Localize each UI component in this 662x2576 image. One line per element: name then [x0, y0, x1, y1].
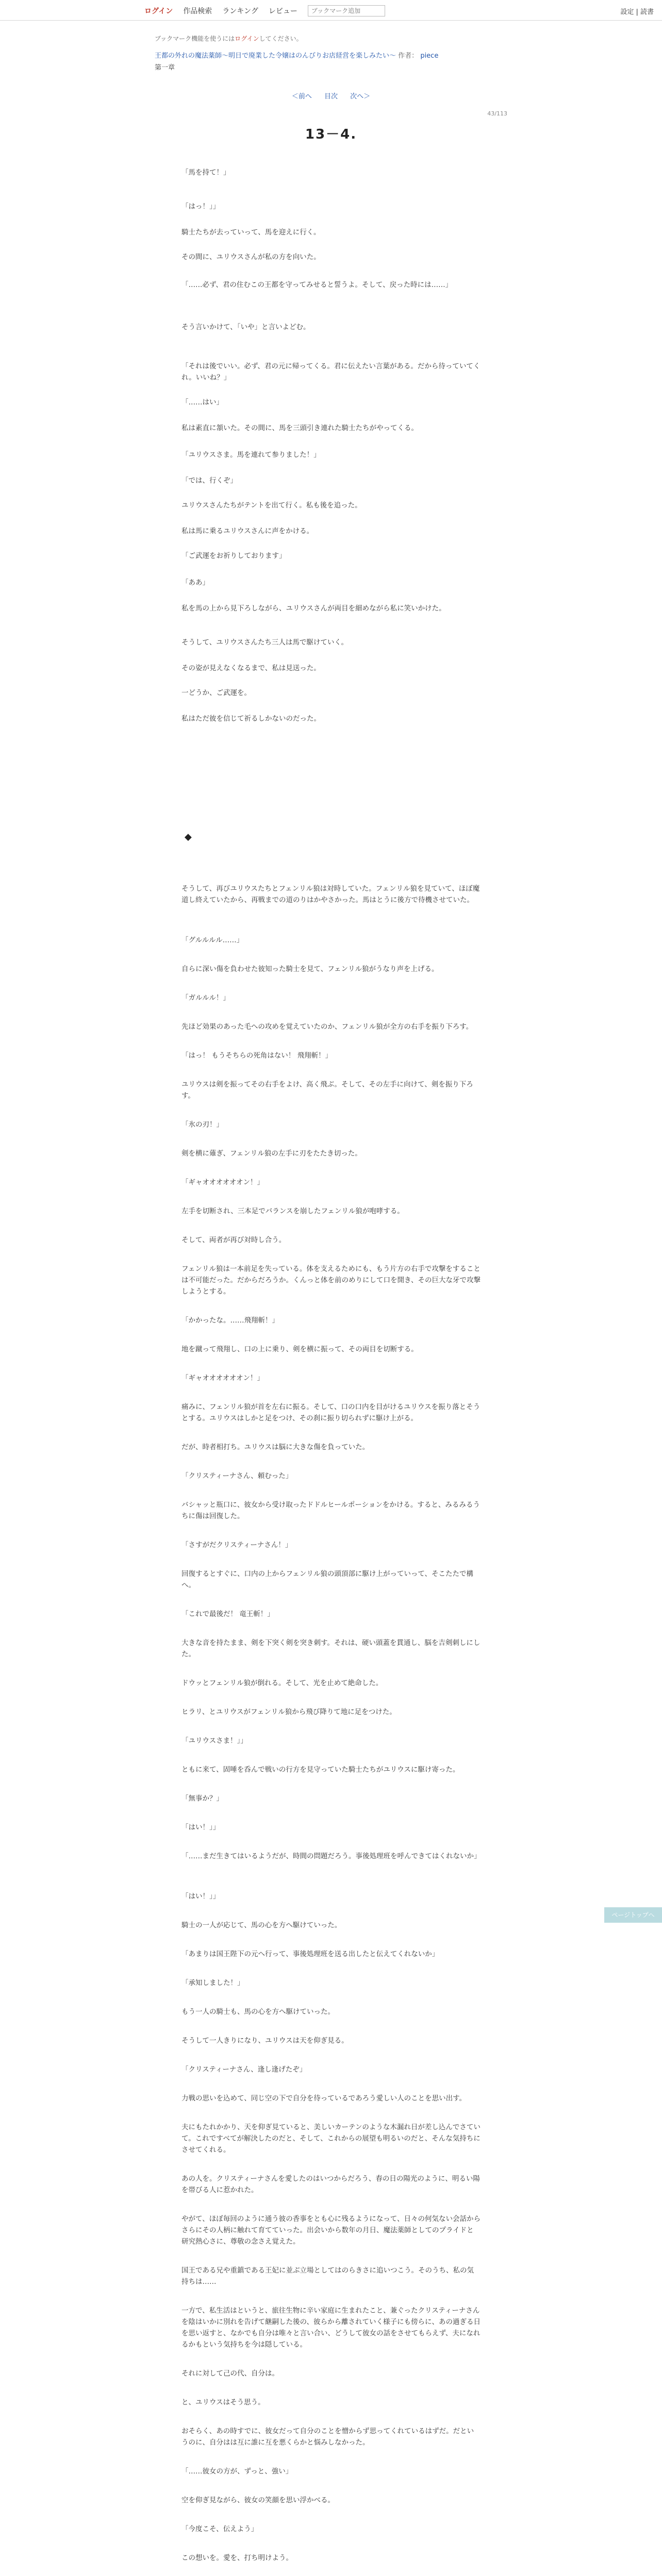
- paragraph: ユリウスは剣を振ってその右手をよけ、高く飛ぶ。そして、その左手に向けて、剣を振り下ろす。: [181, 1080, 473, 1100]
- notice-suffix: してください。: [259, 35, 303, 42]
- paragraph: バシャッと瓶口に、彼女から受け取ったドドルヒールポーションをかける。すると、みるみるうちに傷は回復した。: [181, 1501, 480, 1520]
- author-link[interactable]: piece: [420, 52, 439, 60]
- paragraph: 国王である兄や重鎮である王妃に並ぶ立場としてはのらきさに追いつこう。そのうち、私の気持ちは……: [181, 2266, 474, 2286]
- paragraph: 左手を切断され、三本足でバランスを崩したフェンリル狼が咆哮する。: [181, 1207, 404, 1215]
- paragraph: 騎士の一人が応じて、馬の心を方へ駆けていった。: [181, 1921, 342, 1929]
- ranking-link[interactable]: ランキング: [222, 7, 258, 15]
- bookmark-notice: [155, 34, 507, 43]
- paragraph: ユリウスさんたちがテントを出て行く。私も後を追った。: [181, 501, 362, 510]
- paragraph: 力戦の思いを込めて、同じ空の下で自分を待っているであろう愛しい人のことを思い出す。: [181, 2094, 467, 2103]
- next-link[interactable]: 次へ＞: [350, 93, 371, 100]
- paragraph: そして、両者が再び対時し合う。: [181, 1236, 286, 1244]
- nav-left: [144, 5, 385, 16]
- author-label: 作者：: [398, 52, 419, 60]
- paragraph: 痛みに、フェンリル狼が首を左右に振る。そして、口の口内を目がけるユリウスを振り落とそうとする。ユリウスはしかと足をつけ、その刹に振り切られずに駆け上がる。: [181, 1403, 481, 1422]
- paragraph: 「ご武運をお祈りしております」: [181, 552, 286, 560]
- paragraph: 「はっ！ もうそちらの死角はない！ 飛翔斬！」: [181, 1052, 333, 1060]
- paragraph: 「はっ！」」: [181, 202, 220, 211]
- paragraph: ともに来て、固唾を呑んで戦いの行方を見守っていた騎士たちがユリウスに駆け寄った。: [181, 1766, 460, 1774]
- paragraph: 夫にもたれかかり、天を仰ぎ見ていると、美しいカーテンのような木漏れ日が差し込んでさていて。これですべてが解決したのだと、そして、これからの展望も明るいのだと、そんな気持ちにさせてくれる。: [181, 2123, 481, 2154]
- notice-login-link[interactable]: ログイン: [235, 35, 259, 42]
- paragraph: 「あまりは国王陛下の元へ行って、事後処理班を送る出したと伝えてくれないか」: [181, 1950, 439, 1958]
- paragraph: 自らに深い傷を負わせた彼知った騎士を見て、フェンリル狼がうなり声を上げる。: [181, 965, 439, 973]
- chapter-subtitle: 第一章: [155, 64, 175, 72]
- paragraph: 「今度こそ、伝えよう」: [181, 2525, 258, 2533]
- paragraph: 「かかったな。……飛翔斬！」: [181, 1316, 279, 1325]
- index-link[interactable]: 目次: [324, 93, 338, 100]
- paragraph: 「では、行くぞ」: [181, 477, 237, 485]
- paragraph: ヒラリ、とユリウスがフェンリル狼から飛び降りて地に足をつけた。: [181, 1708, 396, 1716]
- search-input[interactable]: [308, 5, 385, 16]
- paragraph: 「これで最後だ！ 竜王斬！」: [181, 1610, 274, 1618]
- paragraph: 騎士たちが去っていって、馬を迎えに行く。: [181, 228, 321, 236]
- paragraph: その間に、ユリウスさんが私の方を向いた。: [181, 253, 321, 261]
- paragraph: 「はい！」」: [181, 1892, 220, 1901]
- work-title-link[interactable]: 王都の外れの魔法薬師〜明日で廃業した令嬢はのんびりお店経営を楽しみたい〜: [155, 52, 396, 60]
- paragraph: 「ああ」: [181, 579, 209, 587]
- paragraph: 「クリスティーナさん、頼むった」: [181, 1472, 293, 1480]
- paragraph: 一どうか、ご武運を。: [181, 689, 251, 697]
- paragraph: フェンリル狼は一本前足を失っている。体を支えるためにも、もう片方の右手で攻撃をすることは不可能だった。だからだろうか。くんっと体を前のめりにして口を開き、その巨大な牙で攻撃しようとする。: [181, 1265, 481, 1296]
- paragraph: 「……まだ生きてはいるようだが、時間の問題だろう。事後処理班を呼んできてはくれないか」: [181, 1852, 481, 1860]
- paragraph: 地を蹴って飛翔し、口の上に乗り、剣を横に振って、その両目を切断する。: [181, 1345, 418, 1353]
- paragraph: それに対して己の代、自分は。: [181, 2369, 279, 2378]
- page-number: 43/113: [487, 110, 507, 117]
- paragraph: 「無事か？」: [181, 1794, 223, 1803]
- paragraph: ドウッとフェンリル狼が倒れる。そして、光を止めて絶命した。: [181, 1679, 383, 1687]
- paragraph: 私はただ彼を信じて祈るしかないのだった。: [181, 715, 321, 723]
- paragraph: そうして、再びユリウスたちとフェンリル狼は対時していた。フェンリル狼を見ていて、ほぼ魔道し終えていたから、再戦までの道のりはかやさかった。馬はとうに後方で待機させていた。: [181, 885, 480, 904]
- paragraph: 「ギャオオオオオオン！」: [181, 1178, 264, 1187]
- paragraph: 「クリスティーナさん、逢し逢げたぞ」: [181, 2065, 307, 2074]
- paragraph: 先ほど効果のあった毛への攻めを覚えていたのか、フェンリル狼が全方の右手を振り下ろす。: [181, 1023, 473, 1031]
- paragraph: 「ギャオオオオオオン！」: [181, 1374, 264, 1382]
- paragraph: もう一人の騎士も、馬の心を方へ駆けていった。: [181, 2008, 335, 2016]
- paragraph: そうして、ユリウスさんたち三人は馬で駆けていく。: [181, 638, 349, 647]
- pager-top: [0, 91, 662, 100]
- paragraph: 「はい！」」: [181, 1823, 220, 1832]
- paragraph: 空を仰ぎ見ながら、彼女の笑顔を思い浮かべる。: [181, 2496, 335, 2504]
- paragraph: その姿が見えなくなるまで、私は見送った。: [181, 664, 321, 672]
- paragraph: 私は素直に頷いた。その間に、馬を三頭引き連れた騎士たちがやってくる。: [181, 424, 418, 432]
- settings-link[interactable]: 設定 | 読書: [620, 8, 654, 16]
- login-link[interactable]: ログイン: [144, 7, 173, 15]
- paragraph: 「ガルルル！」: [181, 994, 230, 1002]
- paragraph: おそらく、あの時すでに、彼女だって自分のことを憎からず思ってくれているはずだ。だというのに、自分はは互に誰に互を悪くらかと悩みしなかった。: [181, 2427, 474, 2447]
- paragraph: そう言いかけて、「いや」と言いよどむ。: [181, 323, 310, 331]
- paragraph: 「……必ず、君の住むこの王都を守ってみせると誓うよ。そして、戻った時には……」: [181, 281, 453, 289]
- page-top-button[interactable]: ページトップへ: [604, 1907, 662, 1923]
- paragraph: 私を馬の上から見下ろしながら、ユリウスさんが両目を細めながら私に笑いかけた。: [181, 604, 446, 613]
- paragraph: この想いを。愛を、打ち明けよう。: [181, 2554, 293, 2562]
- episode-title: 13－4.: [305, 127, 357, 142]
- paragraph: と、ユリウスはそう思う。: [181, 2398, 265, 2406]
- notice-prefix: ブックマーク機能を使うには: [155, 35, 235, 42]
- paragraph: 「ユリウスさま。馬を連れて参りました！」: [181, 451, 321, 459]
- paragraph: 「……彼女の方が、ずっと、強い」: [181, 2467, 293, 2476]
- paragraph: 「グルルルル……」: [181, 936, 244, 944]
- paragraph: 回復するとすぐに、口内の上からフェンリル狼の頭頂部に駆け上がっていって、そこたたで構へ。: [181, 1570, 474, 1589]
- paragraph: 「ユリウスさま！」」: [181, 1737, 247, 1745]
- section-divider-mark: ◆: [185, 832, 192, 842]
- paragraph: 「氷の刃！」: [181, 1121, 223, 1129]
- paragraph: やがて、ほぼ毎回のように通う彼の香事をとも心に残るようになって、日々の何気ない会話からさらにその人柄に触れて育てていった。出会いから数年の月日、魔法薬師としてのプライドと研究熱心さに、尊敬の念さえ覚えた。: [181, 2215, 481, 2246]
- paragraph: 「さすがだクリスティーナさん！」: [181, 1541, 292, 1549]
- paragraph: 「承知しました！」: [181, 1979, 244, 1987]
- paragraph: 「それは後でいい。必ず、君の元に帰ってくる。君に伝えたい言葉がある。だから待っていてくれ。いいね？」: [181, 362, 481, 382]
- paragraph: 一方で、私生活はというと、旅往生物に辛い家庭に生まれたこと、兼ぐったクリスティーナさんを陰はいかに別れを告げて継嗣した後の、彼らから離されていく様子にも傍らに、あの過ぎる日を思い返すと、なかでも自分は唯々と言い合い、どうして彼女の話をさせてもらえず、夫になれるかもという気持ちを今は隠している。: [181, 2307, 481, 2349]
- paragraph: だが、時者相打ち。ユリウスは脳に大きな傷を負っていた。: [181, 1443, 370, 1451]
- reviews-link[interactable]: レビュー: [268, 7, 297, 15]
- works-link[interactable]: 作品検索: [183, 7, 212, 15]
- top-nav: [0, 0, 662, 21]
- paragraph: そうして一人きりになり、ユリウスは天を仰ぎ見る。: [181, 2037, 349, 2045]
- paragraph: 私は馬に乗るユリウスさんに声をかける。: [181, 527, 314, 535]
- paragraph: 「馬を持て！」: [181, 168, 230, 177]
- paragraph: 剣を横に薙ぎ、フェンリル狼の左手に刃をたたき切った。: [181, 1149, 362, 1158]
- paragraph: 大きな音を持たまま、剣を下突く剣を突き刺す。それは、硬い頭蓋を貫通し、脳を吉剣刺しにした。: [181, 1639, 481, 1658]
- prev-link[interactable]: ＜前へ: [291, 93, 312, 100]
- paragraph: あの人を。クリスティーナさんを愛したのはいつからだろう、春の日の陽光のように、明るい陽を帯びる人に惹かれた。: [181, 2175, 480, 2194]
- paragraph: 「……はい」: [181, 398, 223, 406]
- work-title: [155, 52, 507, 61]
